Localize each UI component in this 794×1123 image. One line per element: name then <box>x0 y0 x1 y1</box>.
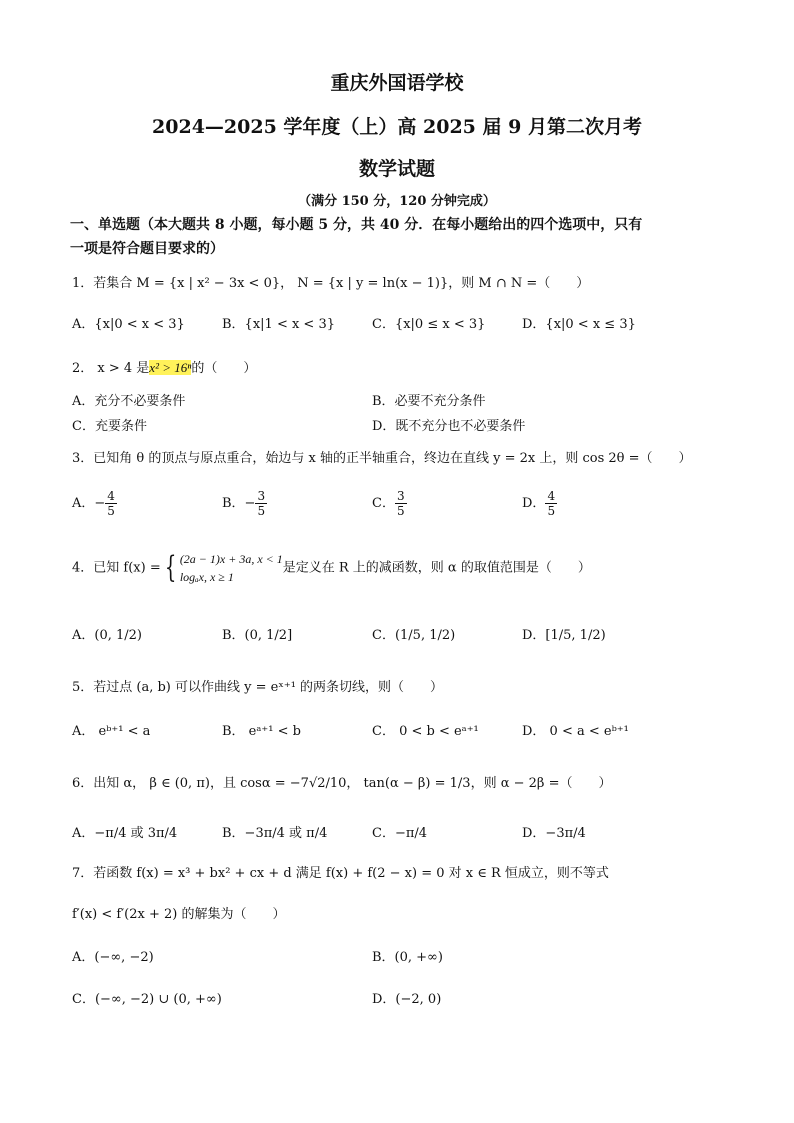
question-4-option-d: D．[1/5, 1/2) <box>522 628 606 643</box>
question-2-highlight: x² > 16ⁿ <box>149 360 192 375</box>
option-label: B．− <box>222 496 256 511</box>
question-1-option-d: D．{x|0 < x ≤ 3} <box>522 317 636 332</box>
question-6-stem: 6．出知 α， β ∈ (0, π)，且 cosα = −7√2/10， tan(α − β) = 1/3，则 α − 2β =（ ） <box>72 776 612 791</box>
question-2-option-c: C．充要条件 <box>72 419 147 434</box>
question-3-option-d <box>522 489 557 518</box>
frac-numerator: 3 <box>257 489 266 503</box>
exam-note: （满分 150 分，120 分钟完成） <box>298 194 496 209</box>
question-4-option-c: C．(1/5, 1/2) <box>372 628 456 643</box>
question-4-option-a: A．(0, 1/2) <box>72 628 142 643</box>
question-1-option-a: A．{x|0 < x < 3} <box>72 317 185 332</box>
question-7-stem-line2: f′(x) < f′(2x + 2) 的解集为（ ） <box>72 907 286 922</box>
question-2-suffix: 的（ ） <box>191 361 257 376</box>
question-2-option-d: D．既不充分也不必要条件 <box>372 419 526 434</box>
case-2: logₐx, x ≥ 1 <box>179 570 234 584</box>
question-3-stem: 3．已知角 θ 的顶点与原点重合，始边与 x 轴的正半轴重合，终边在直线 y = 2x 上，则 cos 2θ =（ ） <box>72 451 692 466</box>
question-7-option-a: A．(−∞, −2) <box>72 950 154 965</box>
question-5-stem: 5．若过点 (a, b) 可以作曲线 y = eˣ⁺¹ 的两条切线，则（ ） <box>72 680 444 695</box>
piecewise-cases <box>180 550 283 586</box>
option-label: D． <box>522 496 546 511</box>
cases-brace: { <box>164 550 176 585</box>
frac-denominator: 5 <box>107 504 115 518</box>
question-1-stem: 1．若集合 M = {x | x² − 3x < 0}， N = {x | y = ln(x − 1)}，则 M ∩ N =（ ） <box>72 276 590 291</box>
question-4-suffix: 是定义在 R 上的减函数，则 α 的取值范围是（ ） <box>282 560 591 576</box>
question-6-option-d: D．−3π/4 <box>522 826 586 841</box>
option-label: A．− <box>72 496 106 511</box>
question-7-option-d: D．(−2, 0) <box>372 992 442 1007</box>
question-4-option-b: B．(0, 1/2] <box>222 628 293 643</box>
frac-numerator: 4 <box>107 489 115 503</box>
question-6-option-a: A．−π/4 或 3π/4 <box>72 826 178 841</box>
question-2-prefix: 2． x > 4 是 <box>72 361 150 376</box>
section-heading-line2: 一项是符合题目要求的） <box>70 241 224 257</box>
question-1-option-c: C．{x|0 ≤ x < 3} <box>372 317 486 332</box>
frac-denominator: 5 <box>396 504 405 518</box>
question-3-option-b <box>222 489 267 518</box>
frac-numerator: 4 <box>547 489 556 503</box>
case-1: (2a − 1)x + 3a, x < 1 <box>179 552 283 566</box>
question-4-stem <box>72 550 591 586</box>
question-7-stem-line1: 7．若函数 f(x) = x³ + bx² + cx + d 满足 f(x) + f(2 − x) = 0 对 x ∈ R 恒成立，则不等式 <box>72 866 609 881</box>
question-7-option-b: B．(0, +∞) <box>372 950 443 965</box>
question-2-option-b: B．必要不充分条件 <box>372 394 486 409</box>
school-name: 重庆外国语学校 <box>330 72 464 94</box>
section-heading-line1: 一、单选题（本大题共 8 小题，每小题 5 分，共 40 分．在每小题给出的四个选项中，只有 <box>70 217 643 233</box>
exam-term: 2024—2025 学年度（上）高 2025 届 9 月第二次月考 <box>152 116 642 138</box>
question-3-option-c <box>372 489 407 518</box>
question-5-option-b: B． eᵃ⁺¹ < b <box>222 724 301 739</box>
question-4-prefix: 4．已知 f(x) = <box>72 560 161 576</box>
exam-subject: 数学试题 <box>358 158 435 180</box>
frac-denominator: 5 <box>547 504 556 518</box>
question-3-option-a <box>72 489 117 518</box>
question-7-option-c: C．(−∞, −2) ∪ (0, +∞) <box>72 992 222 1007</box>
question-5-option-a: A． eᵇ⁺¹ < a <box>72 724 151 739</box>
frac-denominator: 5 <box>257 504 266 518</box>
question-1-option-b: B．{x|1 < x < 3} <box>222 317 335 332</box>
frac-numerator: 3 <box>396 489 405 503</box>
question-5-option-d: D． 0 < a < eᵇ⁺¹ <box>522 724 629 739</box>
option-label: C． <box>372 496 395 511</box>
question-6-option-c: C．−π/4 <box>372 826 428 841</box>
question-2-option-a: A．充分不必要条件 <box>72 394 186 409</box>
question-2-stem <box>72 357 256 376</box>
question-5-option-c: C． 0 < b < eᵃ⁺¹ <box>372 724 479 739</box>
question-6-option-b: B．−3π/4 或 π/4 <box>222 826 328 841</box>
